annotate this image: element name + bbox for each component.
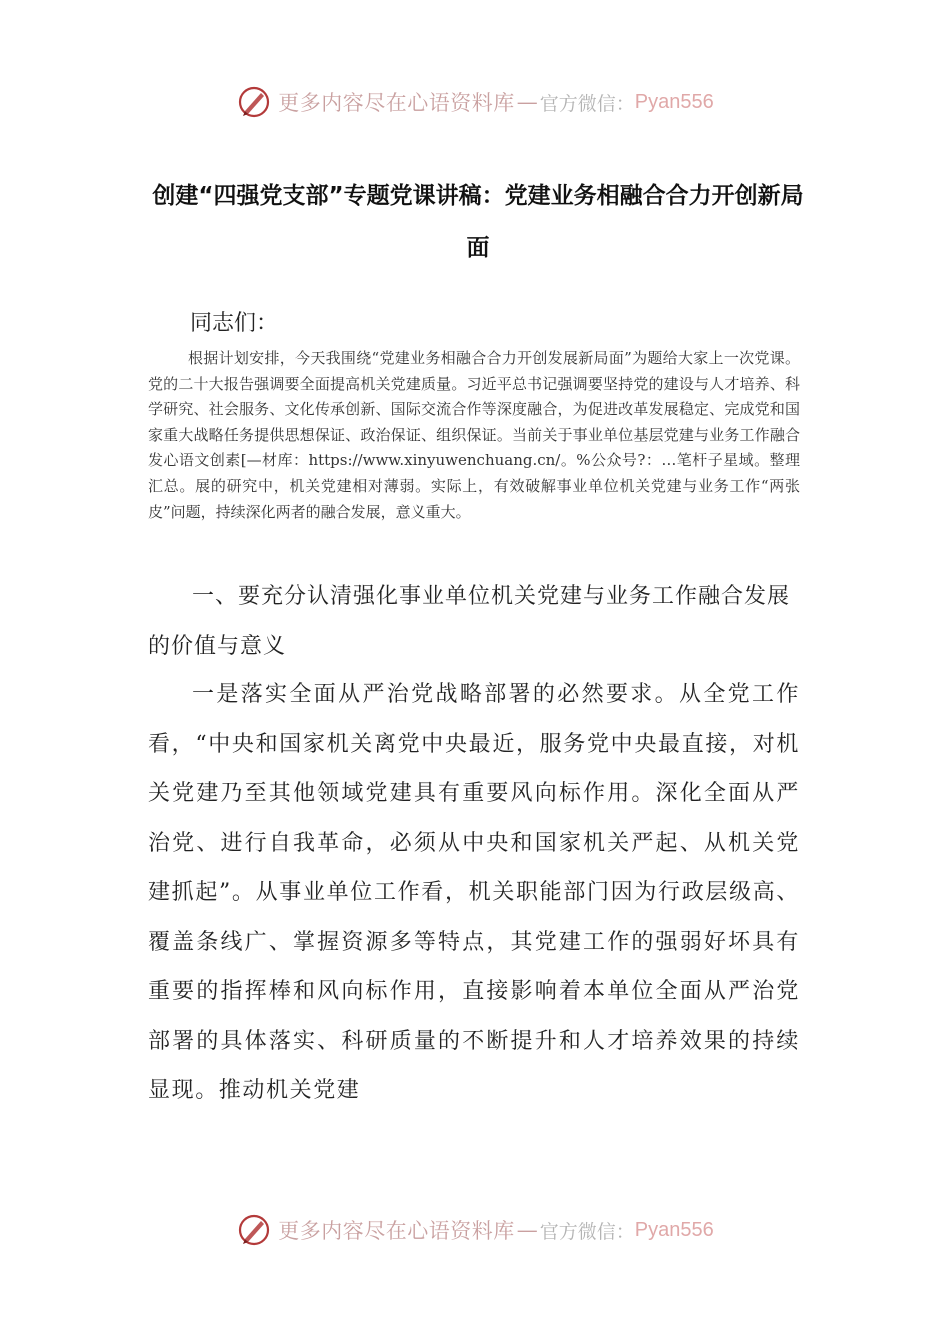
banner-wechat-id: Pyan556 [634,1218,714,1241]
banner-wechat-label: 官方微信： [539,92,635,115]
banner-separator: — [516,1218,538,1242]
section-heading: 一、要充分认清强化事业单位机关党建与业务工作融合发展的价值与意义 [148,584,791,659]
document-title: 创建“四强党支部”专题党课讲稿：党建业务相融合合力开创新局面 [152,183,804,261]
intro-paragraph: 根据计划安排，今天我围绕“党建业务相融合合力开创发展新局面”为题给大家上一次党课。党的二十大报告强调要全面提高机关党建质量。习近平总书记强调要坚持党的建设与人才培养、科学研究、社会服务、文化传承创新、国际交流合作等深度融合，为促进改革发展稳定、完成党和国家重大战略任务提供思想保证、政治保证、组织保证。当前关于事业单位基层党建与业务工作融合发心语文创素[—材库：https://www.xinyuwenchuang.cn/。%公众号?：…笔杆子星域。整理汇总。展的研究中，机关党建相对薄弱。实际上，有效破解事业单位机关党建与业务工作“两张皮”问题，持续深化两者的融合发展，意义重大。 [148,349,800,521]
banner-text: 更多内容尽在心语资料库 [278,1219,515,1243]
header-watermark-banner [0,80,950,124]
pen-circle-logo-icon [236,84,272,120]
greeting: 同志们： [190,311,279,336]
banner-text: 更多内容尽在心语资料库 [278,91,515,115]
footer-watermark-banner [0,1208,950,1252]
body-paragraph: 一是落实全面从严治党战略部署的必然要求。从全党工作看，“中央和国家机关离党中央最近，服务党中央最直接，对机关党建乃至其他领域党建具有重要风向标作用。深化全面从严治党、进行自我革命，必须从中央和国家机关严起、从机关党建抓起”。从事业单位工作看，机关职能部门因为行政层级高、覆盖条线广、掌握资源多等特点，其党建工作的强弱好坏具有重要的指挥棒和风向标作用，直接影响着本单位全面从严治党部署的具体落实、科研质量的不断提升和人才培养效果的持续显现。推动机关党建 [148,682,800,1103]
pen-circle-logo-icon [236,1212,272,1248]
banner-wechat-id: Pyan556 [634,90,714,113]
banner-separator: — [516,90,538,114]
banner-wechat-label: 官方微信： [539,1220,635,1243]
